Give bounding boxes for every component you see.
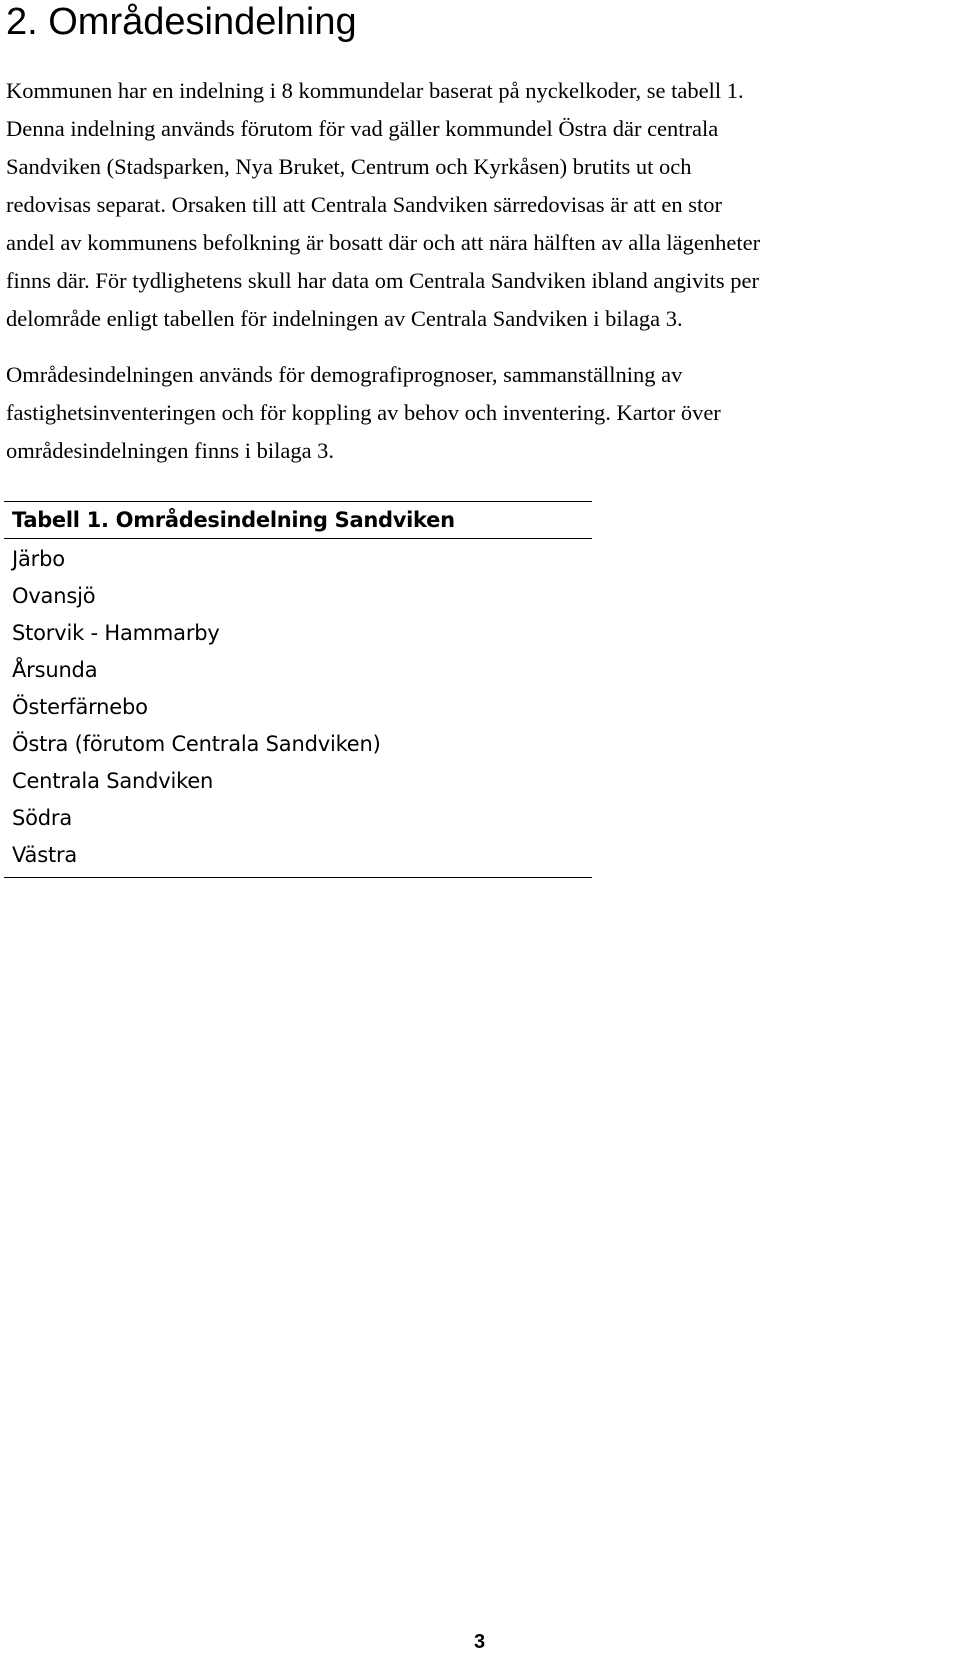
table-row: Centrala Sandviken [12,769,214,793]
paragraph-line: Denna indelning används förutom för vad gäller kommundel Östra där centrala [6,116,719,141]
table-row: Storvik - Hammarby [12,621,220,645]
paragraph-line: delområde enligt tabellen för indelningen av Centrala Sandviken i bilaga 3. [6,306,683,331]
table-row: Södra [12,806,73,830]
paragraph-line: finns där. För tydlighetens skull har data om Centrala Sandviken ibland angivits per [6,268,759,293]
paragraph-line: Sandviken (Stadsparken, Nya Bruket, Centrum och Kyrkåsen) brutits ut och [6,154,692,179]
table-row: Ovansjö [12,584,96,608]
paragraph-line: Kommunen har en indelning i 8 kommundelar baserat på nyckelkoder, se tabell 1. [6,78,744,103]
table-row: Östra (förutom Centrala Sandviken) [12,732,381,756]
paragraph-usage [6,356,956,470]
paragraph-intro [6,72,956,338]
table-row: Årsunda [12,658,98,682]
paragraph-line: områdesindelningen finns i bilaga 3. [6,438,335,463]
area-table [4,501,592,878]
table-bottom-rule [4,877,592,878]
paragraph-line: andel av kommunens befolkning är bosatt där och att nära hälften av alla lägenheter [6,230,761,255]
section-heading: 2. Områdesindelning [6,1,357,43]
table-row: Järbo [12,547,65,571]
paragraph-line: Områdesindelningen används för demografiprognoser, sammanställning av [6,362,683,387]
table-caption: Tabell 1. Områdesindelning Sandviken [12,508,455,532]
paragraph-line: fastighetsinventeringen och för koppling av behov och inventering. Kartor över [6,400,721,425]
paragraph-line: redovisas separat. Orsaken till att Centrala Sandviken särredovisas är att en stor [6,192,723,217]
table-row: Västra [12,843,78,867]
page-number: 3 [474,1631,486,1653]
table-body [4,539,592,877]
table-row: Österfärnebo [12,695,148,719]
